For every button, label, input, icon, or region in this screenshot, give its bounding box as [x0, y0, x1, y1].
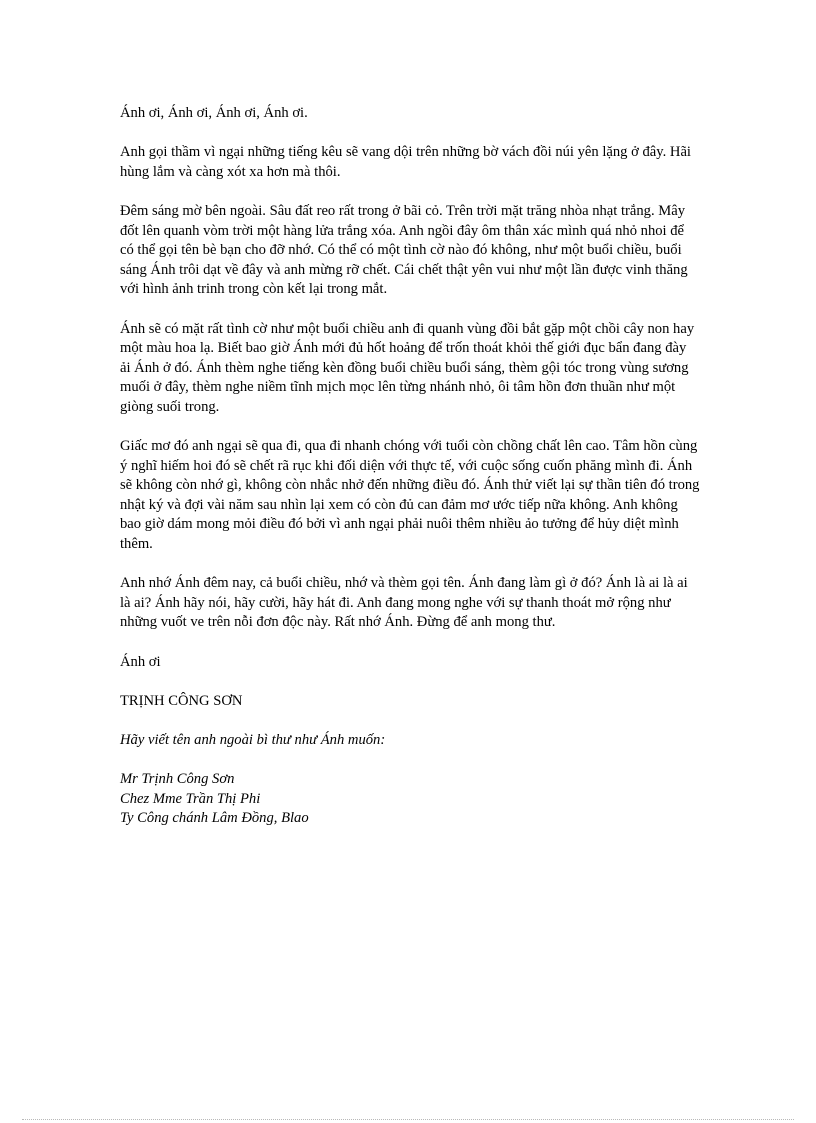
- envelope-address: [120, 770, 700, 829]
- page-bottom-edge: [22, 1119, 794, 1120]
- letter-paragraph-4: Giấc mơ đó anh ngại sẽ qua đi, qua đi nhanh chóng với tuổi còn chồng chất lên cao. Tâm hồn cùng ý nghĩ hiếm hoi đó sẽ chết rã rục khi đối diện với thực tế, với cuộc sống cuốn phăng mình đi. Ánh sẽ không còn nhớ gì, không còn nhắc nhở đến những điều đó. Ánh thử viết lại sự thần tiên đó trong nhật ký và đợi vài năm sau nhìn lại xem có còn đủ can đảm mơ ước tiếp nữa không. Anh không bao giờ dám mong mỏi điều đó bởi vì anh ngại phải nuôi thêm nhiều ảo tưởng để hủy diệt mình thêm.: [120, 438, 700, 553]
- letter-closing: Ánh ơi: [120, 653, 161, 670]
- letter-postscript: Hãy viết tên anh ngoài bì thư như Ánh muốn:: [120, 732, 386, 748]
- letter-paragraph-5: Anh nhớ Ánh đêm nay, cả buổi chiều, nhớ và thèm gọi tên. Ánh đang làm gì ở đó? Ánh là ai là ai là ai? Ánh hãy nói, hãy cười, hãy hát đi. Anh đang mong nghe với sự thanh thoát mở rộng như những vuốt ve trên nỗi đơn độc này. Rất nhớ Ánh. Đừng để anh mong thư.: [120, 575, 688, 631]
- letter-page: [120, 104, 700, 829]
- letter-greeting: Ánh ơi, Ánh ơi, Ánh ơi, Ánh ơi.: [120, 105, 308, 121]
- letter-signature: TRỊNH CÔNG SƠN: [120, 692, 243, 709]
- address-line-office: Ty Công chánh Lâm Đồng, Blao: [120, 810, 309, 827]
- address-line-name: Mr Trịnh Công Sơn: [120, 771, 235, 788]
- letter-paragraph-1: Anh gọi thầm vì ngại những tiếng kêu sẽ vang dội trên những bờ vách đồi núi yên lặng ở đây. Hãi hùng lắm và càng xót xa hơn mà thôi.: [120, 144, 691, 180]
- address-line-care-of: Chez Mme Trần Thị Phi: [120, 790, 261, 807]
- letter-paragraph-3: Ánh sẽ có mặt rất tình cờ như một buổi chiều anh đi quanh vùng đồi bắt gặp một chồi cây non hay một màu hoa lạ. Biết bao giờ Ánh mới đủ hốt hoảng để trốn thoát khỏi thế giới đục bẩn đang đày ải Ánh ở đó. Ánh thèm nghe tiếng kèn đồng buổi chiều buổi sáng, thèm gội tóc trong vùng sương muối ở đây, thèm nghe niềm tĩnh mịch mọc lên từng nhánh nhỏ, ôi tâm hồn đơn thuần như một giòng suối trong.: [120, 320, 695, 415]
- letter-paragraph-2: Đêm sáng mờ bên ngoài. Sâu đất reo rất trong ở bãi cỏ. Trên trời mặt trăng nhòa nhạt trắng. Mây đốt lên quanh vòm trời một hàng lửa trắng xóa. Anh ngồi đây ôm thân xác mình quá nhỏ nhoi để có thể gọi tên bè bạn cho đỡ nhớ. Có thể có một tình cờ nào đó không, như một buổi chiều, buổi sáng Ánh trôi dạt về đây và anh mừng rỡ chết. Cái chết thật yên vui như một lần được vinh thăng với hình ảnh trinh trong còn kết lại trong mắt.: [120, 202, 688, 298]
